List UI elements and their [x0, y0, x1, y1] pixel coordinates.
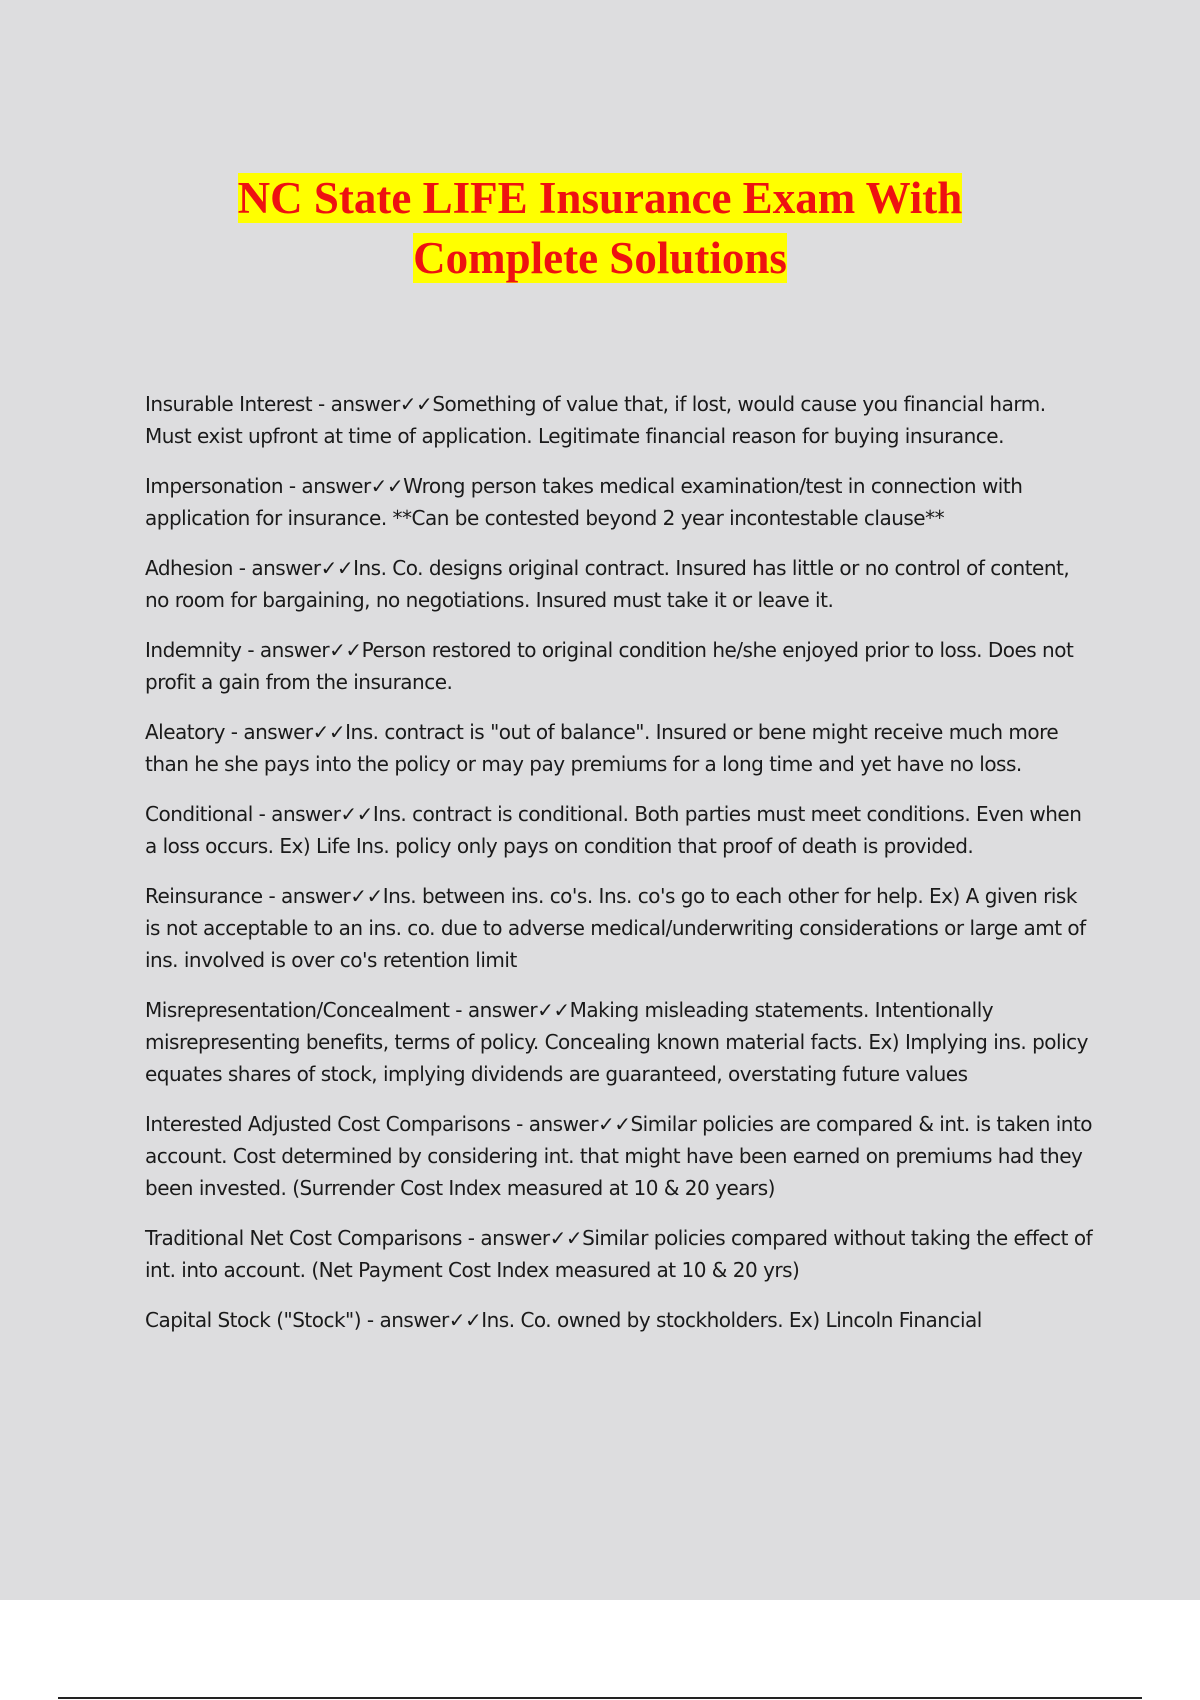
qa-entries: [145, 388, 1095, 1354]
qa-entry: Indemnity - answer✓✓Person restored to original condition he/she enjoyed prior to loss. Does not profit a gain from the insurance.: [145, 638, 1074, 694]
qa-entry: Aleatory - answer✓✓Ins. contract is "out of balance". Insured or bene might receive much more than he she pays into the policy or may pay premiums for a long time and yet have no loss.: [145, 720, 1059, 776]
title-line-1: NC State LIFE Insurance Exam With: [237, 173, 963, 223]
qa-entry: Conditional - answer✓✓Ins. contract is conditional. Both parties must meet conditions. Even when a loss occurs. Ex) Life Ins. policy only pays on condition that proof of death is provided.: [145, 802, 1082, 858]
title-line-2: Complete Solutions: [413, 233, 787, 283]
document-title: [0, 168, 1200, 288]
qa-entry: Misrepresentation/Concealment - answer✓✓Making misleading statements. Intentionally misrepresenting benefits, terms of policy. Concealing known material facts. Ex) Implying ins. policy equates shares of stock, implying dividends are guaranteed, overstating future values: [145, 998, 1088, 1086]
qa-entry: Capital Stock ("Stock") - answer✓✓Ins. Co. owned by stockholders. Ex) Lincoln Financial: [145, 1308, 982, 1332]
footer-divider: [58, 1697, 1142, 1699]
qa-entry: Adhesion - answer✓✓Ins. Co. designs original contract. Insured has little or no control of content, no room for bargaining, no negotiations. Insured must take it or leave it.: [145, 556, 1070, 612]
qa-entry: Interested Adjusted Cost Comparisons - answer✓✓Similar policies are compared & int. is taken into account. Cost determined by considering int. that might have been earned on premiums had they been invested. (Surrender Cost Index measured at 10 & 20 years): [145, 1112, 1093, 1200]
qa-entry: Impersonation - answer✓✓Wrong person takes medical examination/test in connection with application for insurance. **Can be contested beyond 2 year incontestable clause**: [145, 474, 1023, 530]
qa-entry: Traditional Net Cost Comparisons - answer✓✓Similar policies compared without taking the effect of int. into account. (Net Payment Cost Index measured at 10 & 20 yrs): [145, 1226, 1093, 1282]
qa-entry: Reinsurance - answer✓✓Ins. between ins. co's. Ins. co's go to each other for help. Ex) A given risk is not acceptable to an ins. co. due to adverse medical/underwriting considerations or large amt of ins. involved is over co's retention limit: [145, 884, 1086, 972]
qa-entry: Insurable Interest - answer✓✓Something of value that, if lost, would cause you financial harm. Must exist upfront at time of application. Legitimate financial reason for buying insurance.: [145, 392, 1046, 448]
